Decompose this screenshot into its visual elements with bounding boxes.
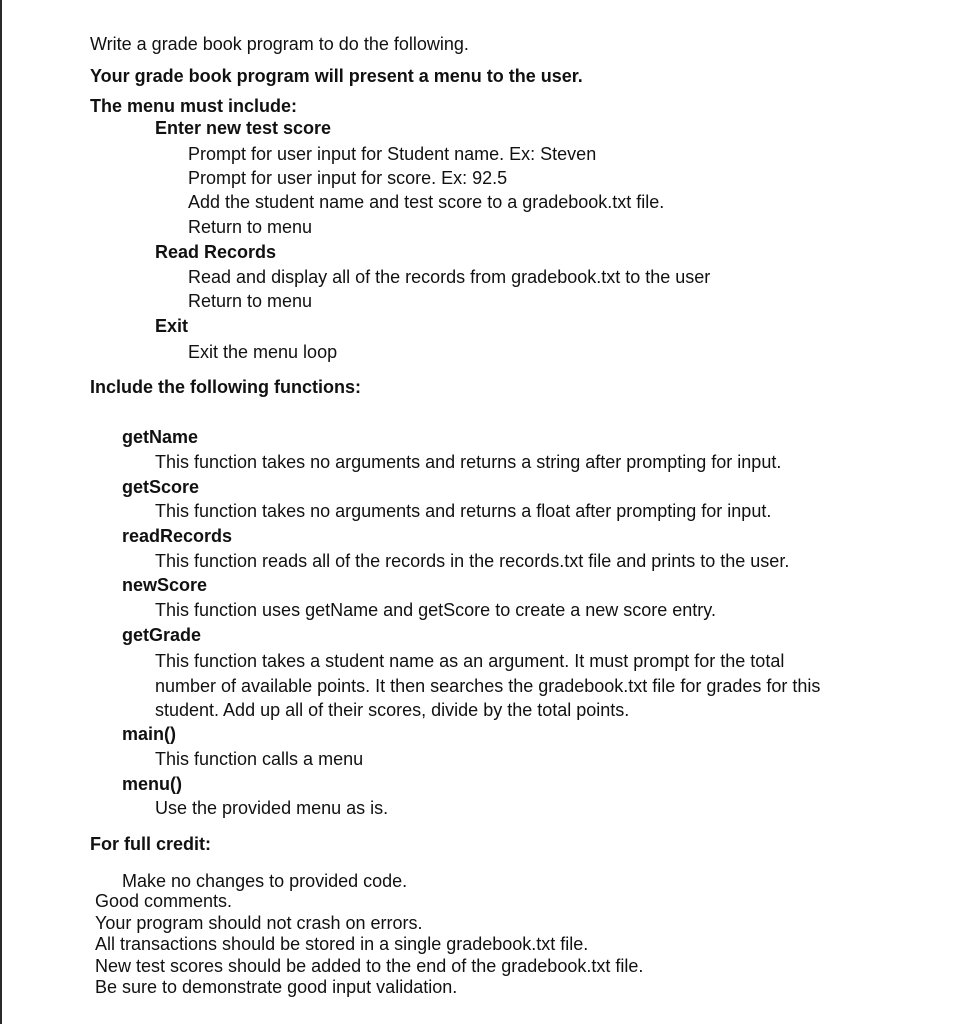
function-desc: This function takes a student name as an argument. It must prompt for the total <box>155 651 785 671</box>
menu-step: Return to menu <box>188 217 313 237</box>
credit-item: Good comments. <box>95 891 233 911</box>
menu-step: Read and display all of the records from gradebook.txt to the user <box>188 267 711 287</box>
function-desc: Use the provided menu as is. <box>155 798 389 818</box>
menu-step: Add the student name and test score to a gradebook.txt file. <box>188 192 665 212</box>
functions-heading: Include the following functions: <box>90 377 361 397</box>
credit-item: New test scores should be added to the end of the gradebook.txt file. <box>95 956 644 976</box>
menu-option-enter-title: Enter new test score <box>155 118 332 138</box>
menu-step: Prompt for user input for score. Ex: 92.5 <box>188 168 508 188</box>
left-border <box>0 0 2 1024</box>
function-desc: This function calls a menu <box>155 749 364 769</box>
credit-heading: For full credit: <box>90 834 211 854</box>
function-name: newScore <box>122 575 208 595</box>
menu-step: Prompt for user input for Student name. Ex: Steven <box>188 144 597 164</box>
function-name: menu() <box>122 774 182 794</box>
function-name: readRecords <box>122 526 233 546</box>
function-desc: student. Add up all of their scores, divide by the total points. <box>155 700 630 720</box>
menu-heading: Your grade book program will present a menu to the user. <box>90 66 583 86</box>
function-desc: This function takes no arguments and returns a string after prompting for input. <box>155 452 782 472</box>
intro-text: Write a grade book program to do the following. <box>90 34 469 54</box>
menu-include-heading: The menu must include: <box>90 96 298 116</box>
function-name: getScore <box>122 477 200 497</box>
function-desc: This function reads all of the records in the records.txt file and prints to the user. <box>155 551 790 571</box>
function-desc: This function uses getName and getScore to create a new score entry. <box>155 600 716 620</box>
function-name: main() <box>122 724 176 744</box>
function-name: getName <box>122 427 199 447</box>
menu-option-exit-title: Exit <box>155 316 189 336</box>
function-desc: This function takes no arguments and returns a float after prompting for input. <box>155 501 772 521</box>
menu-step: Return to menu <box>188 291 313 311</box>
credit-item: All transactions should be stored in a single gradebook.txt file. <box>95 934 589 954</box>
credit-item: Your program should not crash on errors. <box>95 913 423 933</box>
function-desc: number of available points. It then searches the gradebook.txt file for grades for this <box>155 676 821 696</box>
credit-item: Be sure to demonstrate good input validation. <box>95 977 458 997</box>
credit-item: Make no changes to provided code. <box>122 871 408 891</box>
menu-step: Exit the menu loop <box>188 342 338 362</box>
function-name: getGrade <box>122 625 202 645</box>
menu-option-read-title: Read Records <box>155 242 277 262</box>
